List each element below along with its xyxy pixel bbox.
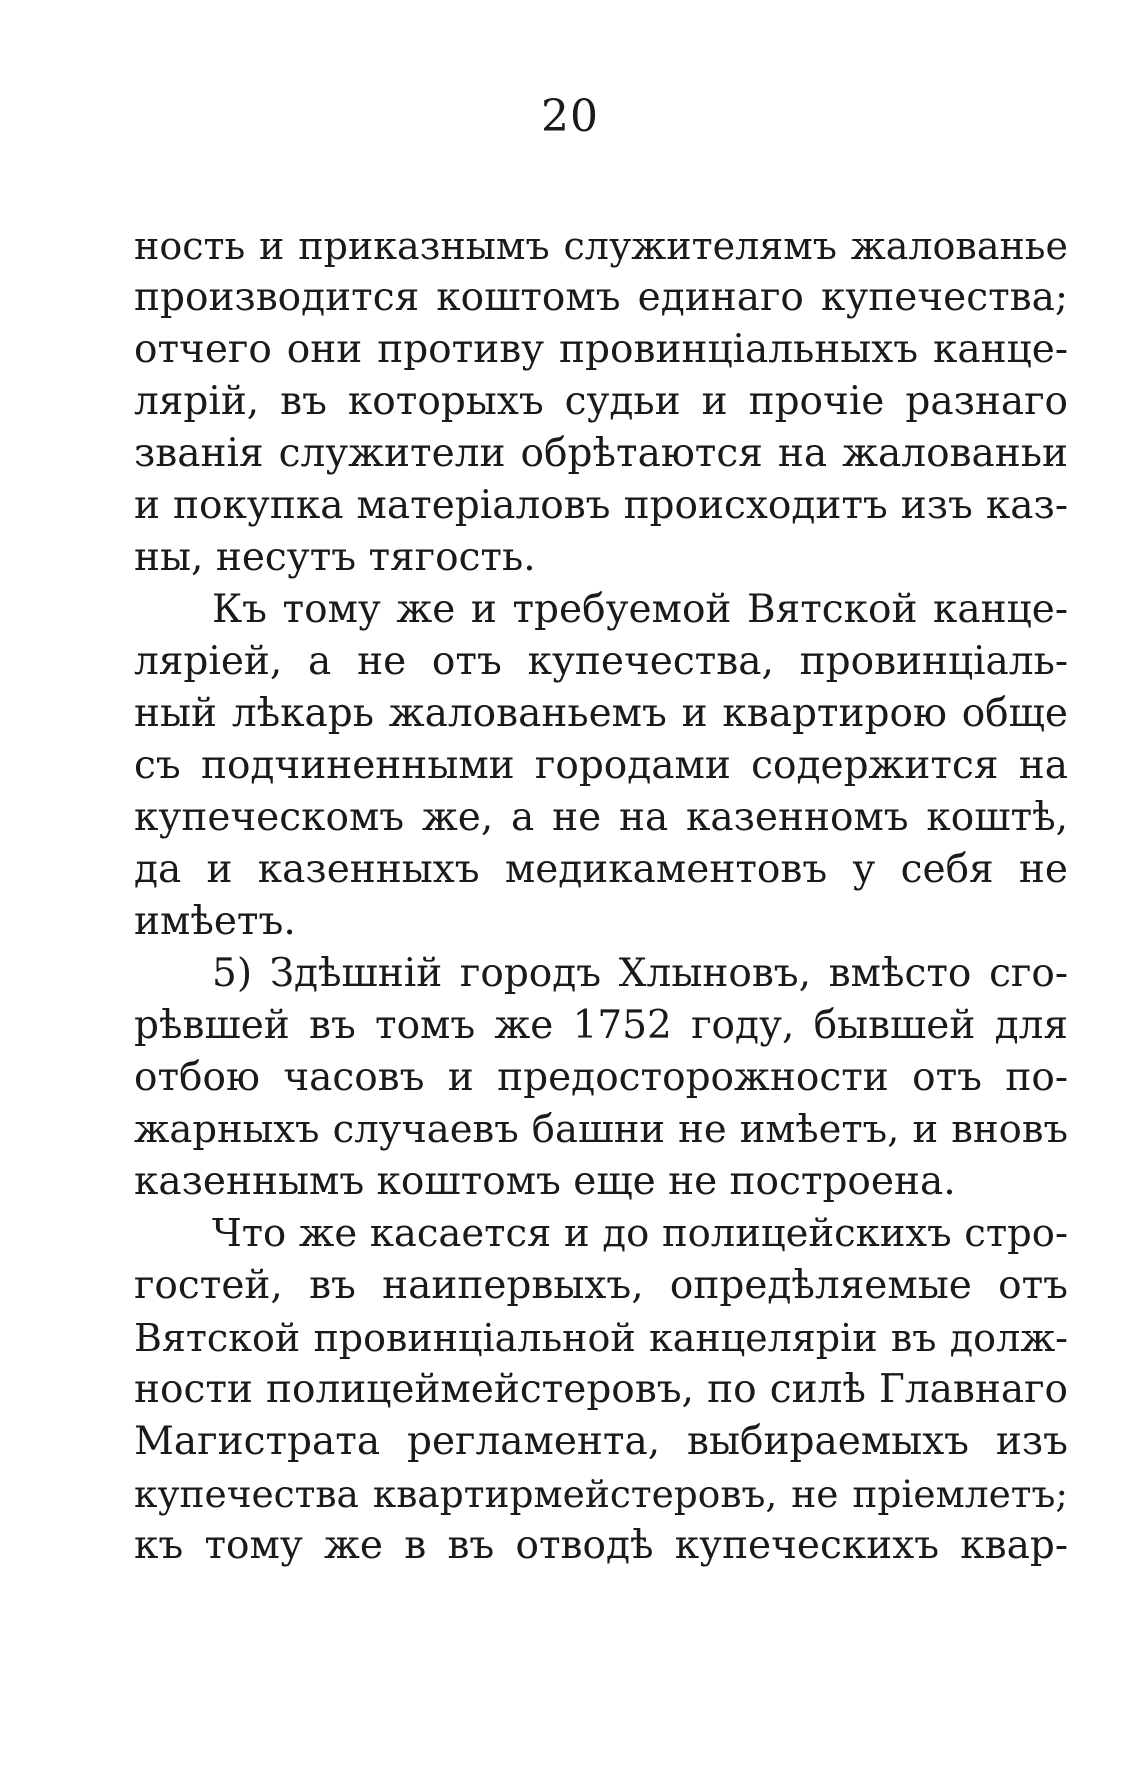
text-line: купечества квартирмейстеровъ, не пріемлетъ; [134,1472,1068,1516]
page-number: 20 [541,91,599,142]
text-line: отбою часовъ и предосторожности отъ по- [134,1055,1068,1100]
text-line: рѣвшей въ томъ же 1752 году, бывшей для [134,1003,1068,1048]
text-line: имѣетъ. [134,899,296,944]
text-line: ный лѣкарь жалованьемъ и квартирою обще [134,691,1068,736]
text-line: ность и приказнымъ служителямъ жалованье [134,224,1068,268]
text-line: купеческомъ же, а не на казенномъ коштѣ, [134,795,1068,840]
text-line: ности полицеймейстеровъ, по силѣ Главнаго [134,1367,1068,1412]
text-line: и покупка матеріаловъ происходитъ изъ каз- [134,483,1068,528]
text-line: лярій, въ которыхъ судьи и прочіе разнаго [134,379,1068,424]
text-line: отчего они противу провинціальныхъ канце- [134,327,1068,372]
text-line: жарныхъ случаевъ башни не имѣетъ, и вновъ [134,1107,1068,1152]
text-line: Вятской провинціальной канцеляріи въ долж- [134,1316,1068,1360]
body-text [134,220,1068,1572]
text-line: ны, несутъ тягость. [134,535,536,580]
text-line: ляріей, а не отъ купечества, провинціаль- [134,639,1068,684]
text-line: да и казенныхъ медикаментовъ у себя не [134,847,1068,892]
text-line: къ тому же в въ отводѣ купеческихъ квар- [134,1523,1068,1568]
text-line: Что же касается и до полицейскихъ стро- [212,1211,1068,1256]
text-line: съ подчиненными городами содержится на [134,743,1068,788]
text-line: производится коштомъ единаго купечества; [134,275,1068,320]
text-line: казеннымъ коштомъ еще не построена. [134,1159,956,1204]
text-line: Магистрата регламента, выбираемыхъ изъ [134,1419,1068,1464]
text-line: званія служители обрѣтаются на жалованьи [134,431,1068,476]
text-line: Къ тому же и требуемой Вятской канце- [212,587,1068,632]
text-line: 5) Здѣшній городъ Хлыновъ, вмѣсто сго- [212,951,1068,996]
text-line: гостей, въ наипервыхъ, опредѣляемые отъ [134,1263,1068,1308]
